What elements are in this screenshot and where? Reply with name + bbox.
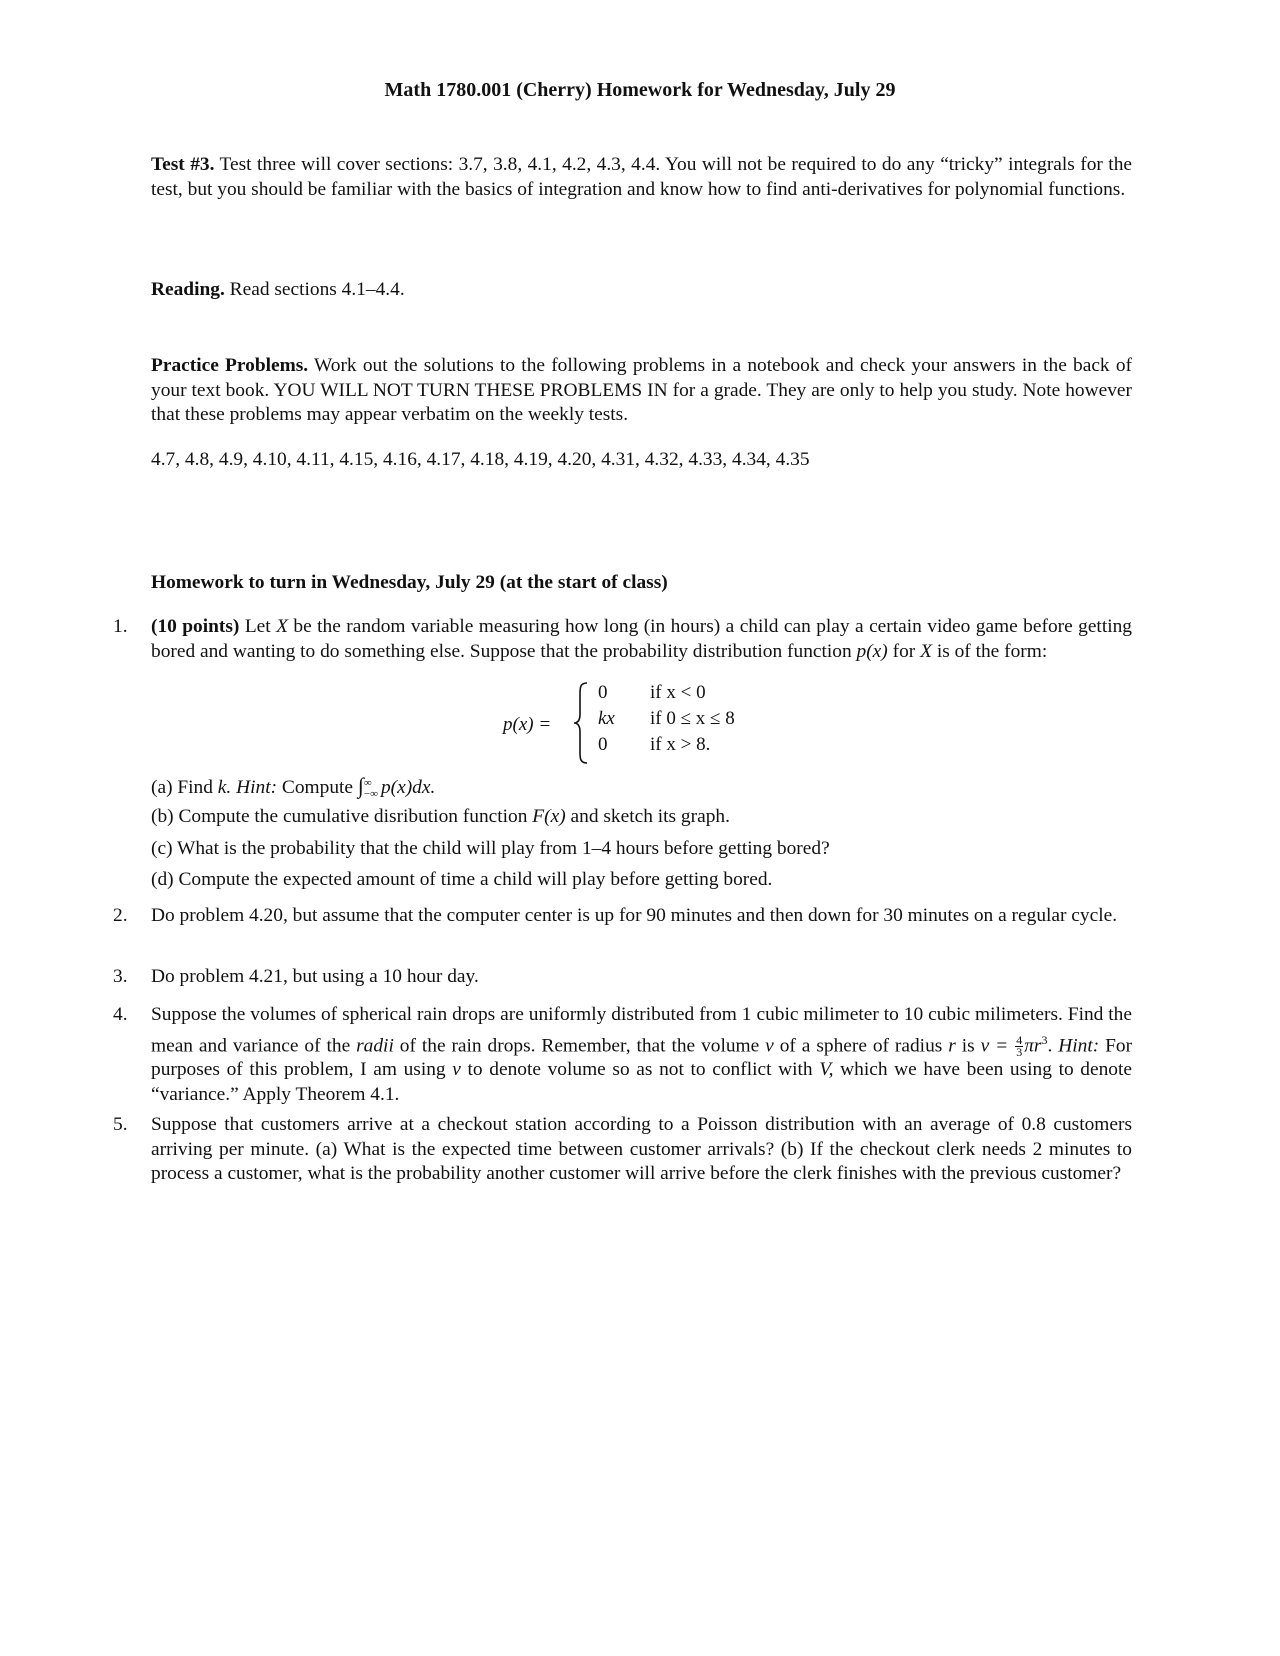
piece-value: 0: [598, 682, 608, 703]
reading-section: [151, 278, 1132, 303]
problem-number: 1.: [113, 616, 128, 637]
piecewise-lhs: p(x) =: [503, 714, 552, 735]
problem-1-text: (10 points) Let X be the random variable measuring how long (in hours) a child can play a certain video game before getting bored and wanting to do something else. Suppose that the probability distribution function p(x) for X is of the form:: [151, 616, 1132, 662]
problem-number: 5.: [113, 1114, 128, 1135]
part-d: (d) Compute the expected amount of time a child will play before getting bored.: [151, 869, 773, 890]
problem-1-points: (10 points): [151, 616, 240, 637]
integral-sign: ∫: [357, 773, 364, 798]
part-a: (a) Find k. Hint: Compute ∫ ∞ −∞ p(x)dx.: [151, 773, 436, 800]
practice-label: Practice Problems.: [151, 355, 309, 376]
reading-label: Reading.: [151, 279, 225, 300]
test-label: Test #3.: [151, 154, 215, 175]
piece-condition: if x < 0: [650, 682, 706, 703]
problem-number: 2.: [113, 905, 128, 926]
piece-value: 0: [598, 734, 608, 755]
page-title: Math 1780.001 (Cherry) Homework for Wednesday, July 29: [384, 79, 896, 101]
reading-text: Read sections 4.1–4.4.: [229, 279, 405, 300]
test-text: Test three will cover sections: 3.7, 3.8, 4.1, 4.2, 4.3, 4.4. You will not be required to do any “tricky” integrals for the test, but you should be familiar with the basics of integration and know how to find anti-derivatives for polynomial functions.: [151, 154, 1132, 200]
part-c: (c) What is the probability that the child will play from 1–4 hours before getting bored?: [151, 838, 830, 859]
problem-5-text: Suppose that customers arrive at a checkout station according to a Poisson distribution with an average of 0.8 customers arriving per minute. (a) What is the expected time between customer arrivals? (b) If the checkout clerk needs 2 minutes to process a customer, what is the probability another customer will arrive before the clerk finishes with the previous customer?: [151, 1114, 1132, 1184]
test-section: [151, 153, 1132, 202]
piece-value: kx: [598, 708, 615, 729]
pdf-symbol: p(x): [856, 640, 888, 662]
practice-problem-list: 4.7, 4.8, 4.9, 4.10, 4.11, 4.15, 4.16, 4.17, 4.18, 4.19, 4.20, 4.31, 4.32, 4.33, 4.34, 4.35: [151, 449, 810, 470]
var-x: X: [920, 640, 932, 662]
problem-number: 3.: [113, 966, 128, 987]
practice-text: Work out the solutions to the following problems in a notebook and check your answers in the back of your text book. YOU WILL NOT TURN THESE PROBLEMS IN for a grade. They are only to help you study. Note however that these problems may appear verbatim on the weekly tests.: [151, 355, 1133, 425]
part-b: (b) Compute the cumulative disribution function F(x) and sketch its graph.: [151, 806, 730, 827]
piece-condition: if 0 ≤ x ≤ 8: [650, 708, 735, 729]
problem-4-text: Suppose the volumes of spherical rain drops are uniformly distributed from 1 cubic milimeter to 10 cubic milimeters. Find the mean and variance of the radii of the rain drops. Remember, that the volume v of a sphere of radius r is v = $\frac{4}{3}$ $\pi r^3$. Hint: For purposes of this problem, I am using v to denote volume so as not to conflict with V, which we have been using to denote “variance.” Apply Theorem 4.1.: [151, 1004, 1133, 1105]
piecewise-function: [503, 682, 783, 764]
var-x: X: [276, 616, 288, 637]
problem-2-text: Do problem 4.20, but assume that the computer center is up for 90 minutes and then down for 30 minutes on a regular cycle.: [151, 905, 1118, 926]
integral-limits: ∞ −∞: [363, 776, 378, 800]
left-brace: [573, 682, 589, 764]
problem-3-text: Do problem 4.21, but using a 10 hour day.: [151, 966, 479, 987]
problem-number: 4.: [113, 1004, 128, 1025]
fraction: $\frac{4}{3}$: [1016, 1033, 1023, 1060]
piece-condition: if x > 8.: [650, 734, 711, 755]
practice-section: [151, 354, 1132, 428]
homework-heading: Homework to turn in Wednesday, July 29 (at the start of class): [151, 572, 668, 593]
